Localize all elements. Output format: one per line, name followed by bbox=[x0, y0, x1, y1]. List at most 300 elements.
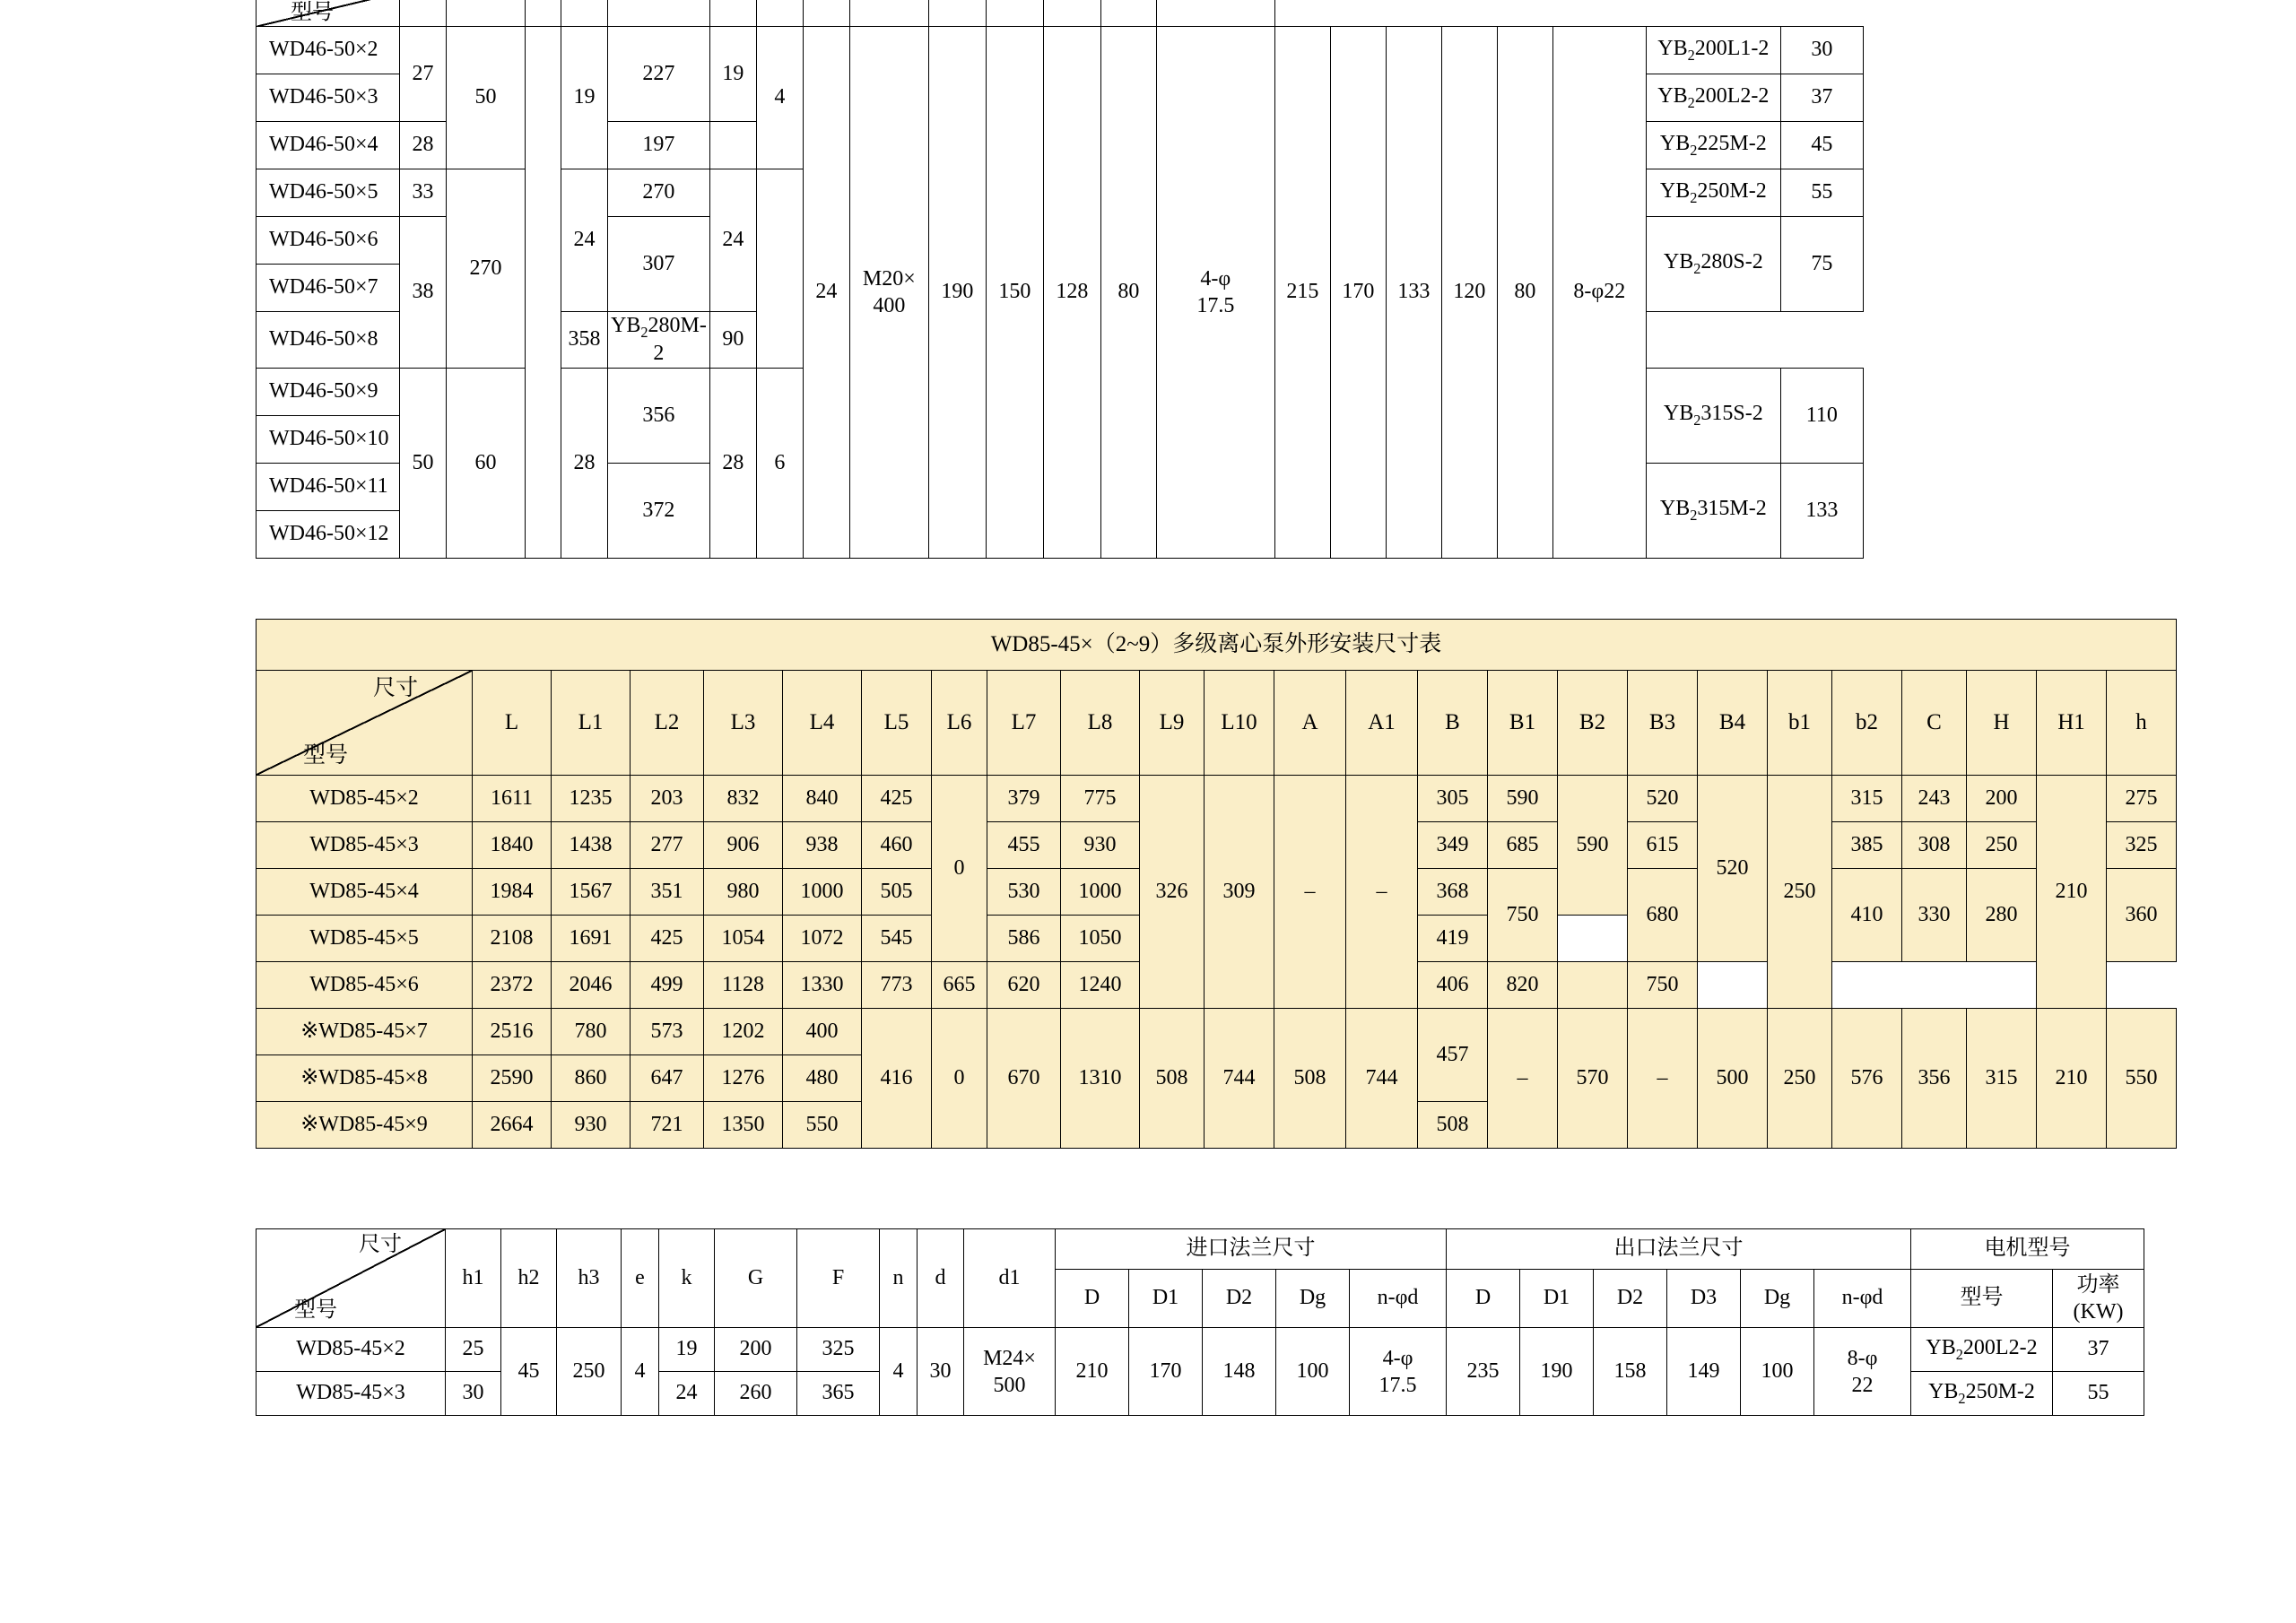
col-header-h1: h1 bbox=[446, 1229, 501, 1328]
cell-L4: 480 bbox=[783, 1055, 862, 1102]
cell-h: 550 bbox=[2107, 1009, 2177, 1149]
hdr-g bbox=[709, 0, 756, 27]
cell-L: 2516 bbox=[473, 1009, 552, 1055]
cell-L5: 416 bbox=[862, 1009, 932, 1149]
cell-outlet-D: 235 bbox=[1447, 1328, 1520, 1416]
cell-f: 358 bbox=[561, 312, 608, 369]
cell-b2: 315 bbox=[1832, 776, 1902, 822]
cell-s: 120 bbox=[1441, 27, 1497, 559]
cell-inlet-D2: 148 bbox=[1203, 1328, 1276, 1416]
row-model: WD85-45×3 bbox=[257, 822, 473, 869]
col-header-d1: d1 bbox=[964, 1229, 1056, 1328]
cell-B: 349 bbox=[1418, 822, 1488, 869]
corner-header-cell bbox=[257, 1229, 446, 1328]
cell-B1: 820 bbox=[1488, 962, 1558, 1009]
corner-diagonal bbox=[257, 1229, 445, 1327]
col-header-B2: B2 bbox=[1558, 671, 1628, 776]
cell-B4: 520 bbox=[1698, 776, 1768, 962]
corner-label-model: 型号 bbox=[291, 1, 334, 25]
col-header-b2: b2 bbox=[1832, 671, 1902, 776]
cell-L1: 1567 bbox=[552, 869, 631, 916]
cell-e: 24 bbox=[561, 169, 608, 312]
col-header-outlet-D2: D2 bbox=[1594, 1270, 1667, 1328]
cell-B4: 500 bbox=[1698, 1009, 1768, 1149]
cell-e: 28 bbox=[561, 369, 608, 559]
cell-h-blank bbox=[756, 169, 803, 369]
cell-h1: 25 bbox=[446, 1328, 501, 1372]
cell-b: 27 bbox=[400, 27, 447, 122]
cell-L6: 0 bbox=[932, 1009, 987, 1149]
cell-outlet-D2: 158 bbox=[1594, 1328, 1667, 1416]
col-header-outlet-D: D bbox=[1447, 1270, 1520, 1328]
cell-L9: 326 bbox=[1140, 776, 1205, 1009]
cell-L4: 400 bbox=[783, 1009, 862, 1055]
cell-f: 372 bbox=[608, 464, 710, 559]
cell-b: 50 bbox=[400, 369, 447, 559]
cell-B2: 570 bbox=[1558, 1009, 1628, 1149]
cell-inlet-Dg: 100 bbox=[1276, 1328, 1350, 1416]
table-row bbox=[257, 27, 1864, 74]
cell-L7: 530 bbox=[987, 869, 1061, 916]
cell-L: 2590 bbox=[473, 1055, 552, 1102]
col-header-H1: H1 bbox=[2037, 671, 2107, 776]
cell-C: 308 bbox=[1902, 822, 1967, 869]
cell-L8: 775 bbox=[1061, 776, 1140, 822]
cell-b2: 410 bbox=[1832, 869, 1902, 962]
cell-b1: 250 bbox=[1768, 776, 1832, 1009]
cell-L1: 1235 bbox=[552, 776, 631, 822]
row-model: WD46-50×5 bbox=[257, 169, 400, 217]
cell-motor-power: 75 bbox=[1780, 217, 1863, 312]
cell-L5: 460 bbox=[862, 822, 932, 869]
col-header-inlet-Dg: Dg bbox=[1276, 1270, 1350, 1328]
cell-L8: 1050 bbox=[1061, 916, 1140, 962]
cell-A1: 744 bbox=[1346, 1009, 1418, 1149]
cell-motor-power: 133 bbox=[1780, 464, 1863, 559]
corner-label-model: 型号 bbox=[294, 1298, 337, 1323]
cell-b2: 576 bbox=[1832, 1009, 1902, 1149]
col-header-L1: L1 bbox=[552, 671, 631, 776]
cell-o: 4-φ 17.5 bbox=[1156, 27, 1274, 559]
cell-L3: 832 bbox=[704, 776, 783, 822]
hdr-u bbox=[1552, 0, 1646, 27]
hdr-p bbox=[1274, 0, 1330, 27]
cell-H: 250 bbox=[1967, 822, 2037, 869]
cell-L7: 455 bbox=[987, 822, 1061, 869]
cell-A: – bbox=[1274, 776, 1346, 1009]
cell-L1: 1438 bbox=[552, 822, 631, 869]
hdr-k bbox=[928, 0, 986, 27]
cell-u: 8-φ22 bbox=[1552, 27, 1646, 559]
cell-f: 197 bbox=[608, 122, 710, 169]
cell-motor-model: $YB_2200L2-2$ bbox=[1911, 1328, 2053, 1372]
table-row bbox=[257, 776, 2177, 822]
cell-L3: 1276 bbox=[704, 1055, 783, 1102]
col-header-L5: L5 bbox=[862, 671, 932, 776]
cell-motor-model: $YB_2250M-2$ bbox=[1646, 169, 1780, 217]
cell-k: 24 bbox=[659, 1372, 715, 1416]
row-model: WD46-50×2 bbox=[257, 27, 400, 74]
cell-G: 260 bbox=[715, 1372, 797, 1416]
cell-L4: 1000 bbox=[783, 869, 862, 916]
hdr-j bbox=[849, 0, 928, 27]
col-header-L7: L7 bbox=[987, 671, 1061, 776]
group-header-motor: 电机型号 bbox=[1911, 1229, 2144, 1270]
cell-c: 60 bbox=[447, 369, 526, 559]
cell-L10: 744 bbox=[1205, 1009, 1274, 1149]
cell-b: 38 bbox=[400, 217, 447, 369]
cell-h1: 30 bbox=[446, 1372, 501, 1416]
cell-L4: 938 bbox=[783, 822, 862, 869]
hdr-s bbox=[1441, 0, 1497, 27]
cell-g: 19 bbox=[709, 27, 756, 122]
cell-inlet-D1: 170 bbox=[1129, 1328, 1203, 1416]
cell-L: 1984 bbox=[473, 869, 552, 916]
cell-B3: 520 bbox=[1628, 776, 1698, 822]
cell-L3: 906 bbox=[704, 822, 783, 869]
cell-c: 270 bbox=[447, 169, 526, 369]
col-header-k: k bbox=[659, 1229, 715, 1328]
cell-L3: 1350 bbox=[704, 1102, 783, 1149]
cell-C: 330 bbox=[1902, 869, 1967, 962]
cell-f: 227 bbox=[608, 27, 710, 122]
cell-L1: 1691 bbox=[552, 916, 631, 962]
cell-L7: 670 bbox=[987, 1009, 1061, 1149]
cell-n: 4 bbox=[880, 1328, 918, 1416]
row-model: WD46-50×6 bbox=[257, 217, 400, 265]
motor-power-line2: (KW) bbox=[2073, 1300, 2124, 1324]
cell-B: 406 bbox=[1418, 962, 1488, 1009]
cell-k: 19 bbox=[659, 1328, 715, 1372]
col-header-C: C bbox=[1902, 671, 1967, 776]
col-header-F: F bbox=[797, 1229, 880, 1328]
corner-label-dim: 尺寸 bbox=[359, 1233, 402, 1256]
cell-B2-blank bbox=[1558, 962, 1628, 1009]
hdr-i bbox=[803, 0, 849, 27]
cell-B1: 685 bbox=[1488, 822, 1558, 869]
cell-motor-power: 90 bbox=[709, 312, 756, 369]
table-row-header-partial bbox=[257, 0, 1864, 27]
cell-g: 24 bbox=[709, 169, 756, 312]
cell-B: 457 bbox=[1418, 1009, 1488, 1102]
cell-outlet-nd: 8-φ 22 bbox=[1814, 1328, 1911, 1416]
table-row bbox=[257, 1009, 2177, 1055]
cell-motor-model: $YB_2225M-2$ bbox=[1646, 122, 1780, 169]
cell-h: 4 bbox=[756, 27, 803, 169]
row-model: WD85-45×3 bbox=[257, 1372, 446, 1416]
cell-L: 2664 bbox=[473, 1102, 552, 1149]
col-header-B4: B4 bbox=[1698, 671, 1768, 776]
row-model: WD46-50×4 bbox=[257, 122, 400, 169]
cell-L4: 1072 bbox=[783, 916, 862, 962]
cell-g-blank bbox=[709, 122, 756, 169]
col-header-A1: A1 bbox=[1346, 671, 1418, 776]
cell-B1: 750 bbox=[1488, 869, 1558, 962]
cell-motor-model: $YB_2315S-2$ bbox=[1646, 369, 1780, 464]
cell-r: 133 bbox=[1386, 27, 1441, 559]
col-header-L3: L3 bbox=[704, 671, 783, 776]
cell-b2: 385 bbox=[1832, 822, 1902, 869]
cell-H: 200 bbox=[1967, 776, 2037, 822]
cell-l: 150 bbox=[986, 27, 1043, 559]
cell-outlet-D1: 190 bbox=[1520, 1328, 1594, 1416]
corner-label-model: 型号 bbox=[303, 743, 349, 768]
motor-power-line1: 功率 bbox=[2076, 1273, 2120, 1297]
cell-motor-model: $YB_2315M-2$ bbox=[1646, 464, 1780, 559]
cell-H: 315 bbox=[1967, 1009, 2037, 1149]
cell-f: 356 bbox=[608, 369, 710, 464]
table-wd85-dimensions-wrap bbox=[256, 619, 2177, 1149]
cell-L: 1840 bbox=[473, 822, 552, 869]
cell-i: 24 bbox=[803, 27, 849, 559]
row-model: WD85-45×6 bbox=[257, 962, 473, 1009]
cell-outlet-Dg: 100 bbox=[1741, 1328, 1814, 1416]
hdr-motor-power bbox=[1780, 0, 1863, 27]
cell-L2: 499 bbox=[631, 962, 704, 1009]
hdr-q bbox=[1330, 0, 1386, 27]
col-header-motor-model: 型号 bbox=[1911, 1270, 2053, 1328]
cell-b: 33 bbox=[400, 169, 447, 217]
cell-inlet-D: 210 bbox=[1056, 1328, 1129, 1416]
hdr-d bbox=[526, 0, 561, 27]
col-header-e: e bbox=[622, 1229, 659, 1328]
cell-q: 170 bbox=[1330, 27, 1386, 559]
row-model: WD85-45×2 bbox=[257, 1328, 446, 1372]
cell-A: 508 bbox=[1274, 1009, 1346, 1149]
hdr-h bbox=[756, 0, 803, 27]
col-header-B: B bbox=[1418, 671, 1488, 776]
col-header-A: A bbox=[1274, 671, 1346, 776]
table-row bbox=[257, 1328, 2144, 1372]
cell-B3: – bbox=[1628, 1009, 1698, 1149]
row-model: ※WD85-45×8 bbox=[257, 1055, 473, 1102]
cell-L8: 1240 bbox=[1061, 962, 1140, 1009]
cell-motor-power: 55 bbox=[2053, 1372, 2144, 1416]
table-wd85-flange-motor bbox=[256, 1228, 2144, 1416]
cell-B: 508 bbox=[1418, 1102, 1488, 1149]
table-wd85-dimensions bbox=[256, 619, 2177, 1149]
col-header-L9: L9 bbox=[1140, 671, 1205, 776]
cell-inlet-nd: 4-φ 17.5 bbox=[1350, 1328, 1447, 1416]
cell-L5: 425 bbox=[862, 776, 932, 822]
col-header-G: G bbox=[715, 1229, 797, 1328]
cell-outlet-D3: 149 bbox=[1667, 1328, 1741, 1416]
corner-header-cell bbox=[257, 0, 400, 27]
cell-h: 325 bbox=[2107, 822, 2177, 869]
cell-L7: 620 bbox=[987, 962, 1061, 1009]
cell-motor-model: $YB_2250M-2$ bbox=[1911, 1372, 2053, 1416]
row-model: WD46-50×11 bbox=[257, 464, 400, 511]
cell-B3: 615 bbox=[1628, 822, 1698, 869]
cell-motor-model: $YB_2200L1-2$ bbox=[1646, 27, 1780, 74]
cell-F: 365 bbox=[797, 1372, 880, 1416]
cell-motor-power: 30 bbox=[1780, 27, 1863, 74]
cell-B3: 680 bbox=[1628, 869, 1698, 962]
cell-L: 1611 bbox=[473, 776, 552, 822]
hdr-m bbox=[1043, 0, 1100, 27]
col-header-h3: h3 bbox=[557, 1229, 622, 1328]
col-header-outlet-nd: n-φd bbox=[1814, 1270, 1911, 1328]
cell-H1: 210 bbox=[2037, 1009, 2107, 1149]
cell-L4: 840 bbox=[783, 776, 862, 822]
col-header-L8: L8 bbox=[1061, 671, 1140, 776]
cell-B1: – bbox=[1488, 1009, 1558, 1149]
cell-H1: 210 bbox=[2037, 776, 2107, 1009]
cell-L5: 505 bbox=[862, 869, 932, 916]
cell-motor-power: 110 bbox=[1780, 369, 1863, 464]
cell-p: 215 bbox=[1274, 27, 1330, 559]
cell-L6: 665 bbox=[932, 962, 987, 1009]
col-header-L10: L10 bbox=[1205, 671, 1274, 776]
cell-L3: 1054 bbox=[704, 916, 783, 962]
cell-h: 6 bbox=[756, 369, 803, 559]
col-header-inlet-D1: D1 bbox=[1129, 1270, 1203, 1328]
cell-L2: 277 bbox=[631, 822, 704, 869]
group-header-outlet-flange: 出口法兰尺寸 bbox=[1447, 1229, 1911, 1270]
cell-d-blank bbox=[526, 27, 561, 559]
hdr-b bbox=[400, 0, 447, 27]
col-header-B3: B3 bbox=[1628, 671, 1698, 776]
cell-L7: 586 bbox=[987, 916, 1061, 962]
cell-b: 28 bbox=[400, 122, 447, 169]
cell-h: 275 bbox=[2107, 776, 2177, 822]
col-header-outlet-D1: D1 bbox=[1520, 1270, 1594, 1328]
cell-L9: 508 bbox=[1140, 1009, 1205, 1149]
hdr-c bbox=[447, 0, 526, 27]
cell-L8: 1000 bbox=[1061, 869, 1140, 916]
cell-e: 4 bbox=[622, 1328, 659, 1416]
hdr-r bbox=[1386, 0, 1441, 27]
cell-e: 19 bbox=[561, 27, 608, 169]
hdr-l bbox=[986, 0, 1043, 27]
row-model: ※WD85-45×7 bbox=[257, 1009, 473, 1055]
cell-L4: 1330 bbox=[783, 962, 862, 1009]
col-header-h2: h2 bbox=[501, 1229, 557, 1328]
cell-L2: 573 bbox=[631, 1009, 704, 1055]
col-header-inlet-nd: n-φd bbox=[1350, 1270, 1447, 1328]
cell-B2: 590 bbox=[1558, 776, 1628, 916]
cell-d: 30 bbox=[918, 1328, 964, 1416]
corner-header-cell bbox=[257, 671, 473, 776]
col-header-outlet-D3: D3 bbox=[1667, 1270, 1741, 1328]
row-model: WD46-50×10 bbox=[257, 416, 400, 464]
cell-f: 307 bbox=[608, 217, 710, 312]
cell-L2: 647 bbox=[631, 1055, 704, 1102]
col-header-inlet-D2: D2 bbox=[1203, 1270, 1276, 1328]
cell-m: 128 bbox=[1043, 27, 1100, 559]
cell-B: 368 bbox=[1418, 869, 1488, 916]
cell-L5: 773 bbox=[862, 962, 932, 1009]
row-model: WD85-45×5 bbox=[257, 916, 473, 962]
cell-motor-model: $YB_2280M-2$ bbox=[608, 312, 710, 369]
cell-L8: 1310 bbox=[1061, 1009, 1140, 1149]
cell-L1: 860 bbox=[552, 1055, 631, 1102]
col-header-n: n bbox=[880, 1229, 918, 1328]
cell-L1: 2046 bbox=[552, 962, 631, 1009]
col-header-L2: L2 bbox=[631, 671, 704, 776]
cell-k: 190 bbox=[928, 27, 986, 559]
cell-L2: 203 bbox=[631, 776, 704, 822]
cell-motor-power: 37 bbox=[1780, 74, 1863, 122]
col-header-outlet-Dg: Dg bbox=[1741, 1270, 1814, 1328]
cell-h2: 45 bbox=[501, 1328, 557, 1416]
cell-h: 360 bbox=[2107, 869, 2177, 962]
table-wd85-flange-wrap bbox=[256, 1228, 2144, 1416]
cell-L7: 379 bbox=[987, 776, 1061, 822]
col-header-b1: b1 bbox=[1768, 671, 1832, 776]
row-model: WD46-50×12 bbox=[257, 511, 400, 559]
cell-motor-power: 45 bbox=[1780, 122, 1863, 169]
cell-L6: 0 bbox=[932, 776, 987, 962]
cell-C: 356 bbox=[1902, 1009, 1967, 1149]
col-header-motor-power bbox=[2053, 1270, 2144, 1328]
table-header-row bbox=[257, 671, 2177, 776]
col-header-H: H bbox=[1967, 671, 2037, 776]
col-header-d: d bbox=[918, 1229, 964, 1328]
hdr-o bbox=[1156, 0, 1274, 27]
cell-j: M20× 400 bbox=[849, 27, 928, 559]
cell-C: 243 bbox=[1902, 776, 1967, 822]
col-header-B1: B1 bbox=[1488, 671, 1558, 776]
cell-motor-model: $YB_2200L2-2$ bbox=[1646, 74, 1780, 122]
cell-d1: M24× 500 bbox=[964, 1328, 1056, 1416]
cell-L4: 550 bbox=[783, 1102, 862, 1149]
cell-L10: 309 bbox=[1205, 776, 1274, 1009]
cell-L1: 930 bbox=[552, 1102, 631, 1149]
col-header-inlet-D: D bbox=[1056, 1270, 1129, 1328]
cell-motor-power: 55 bbox=[1780, 169, 1863, 217]
corner-label-dim: 尺寸 bbox=[372, 676, 418, 700]
row-model: WD46-50×8 bbox=[257, 312, 400, 369]
col-header-L6: L6 bbox=[932, 671, 987, 776]
table-title: WD85-45×（2~9）多级离心泵外形安装尺寸表 bbox=[257, 620, 2177, 671]
cell-B1: 590 bbox=[1488, 776, 1558, 822]
corner-diagonal bbox=[257, 671, 472, 775]
cell-motor-power: 37 bbox=[2053, 1328, 2144, 1372]
hdr-f bbox=[608, 0, 710, 27]
cell-f: 270 bbox=[608, 169, 710, 217]
cell-L3: 1128 bbox=[704, 962, 783, 1009]
cell-L8: 930 bbox=[1061, 822, 1140, 869]
cell-L2: 721 bbox=[631, 1102, 704, 1149]
col-header-L4: L4 bbox=[783, 671, 862, 776]
cell-H: 280 bbox=[1967, 869, 2037, 962]
row-model: WD85-45×2 bbox=[257, 776, 473, 822]
hdr-motor-model bbox=[1646, 0, 1780, 27]
row-model: ※WD85-45×9 bbox=[257, 1102, 473, 1149]
cell-c: 50 bbox=[447, 27, 526, 169]
cell-L: 2372 bbox=[473, 962, 552, 1009]
cell-g: 28 bbox=[709, 369, 756, 559]
cell-n: 80 bbox=[1100, 27, 1156, 559]
cell-L3: 980 bbox=[704, 869, 783, 916]
hdr-n bbox=[1100, 0, 1156, 27]
row-model: WD85-45×4 bbox=[257, 869, 473, 916]
cell-L2: 351 bbox=[631, 869, 704, 916]
table-header-group-row bbox=[257, 1229, 2144, 1270]
cell-F: 325 bbox=[797, 1328, 880, 1372]
cell-L1: 780 bbox=[552, 1009, 631, 1055]
cell-motor-model: $YB_2280S-2$ bbox=[1646, 217, 1780, 312]
table-wd46-dimensions bbox=[256, 0, 1864, 559]
cell-h3: 250 bbox=[557, 1328, 622, 1416]
cell-A1: – bbox=[1346, 776, 1418, 1009]
row-model: WD46-50×7 bbox=[257, 265, 400, 312]
col-header-L: L bbox=[473, 671, 552, 776]
table-title-row bbox=[257, 620, 2177, 671]
cell-B: 419 bbox=[1418, 916, 1488, 962]
cell-G: 200 bbox=[715, 1328, 797, 1372]
